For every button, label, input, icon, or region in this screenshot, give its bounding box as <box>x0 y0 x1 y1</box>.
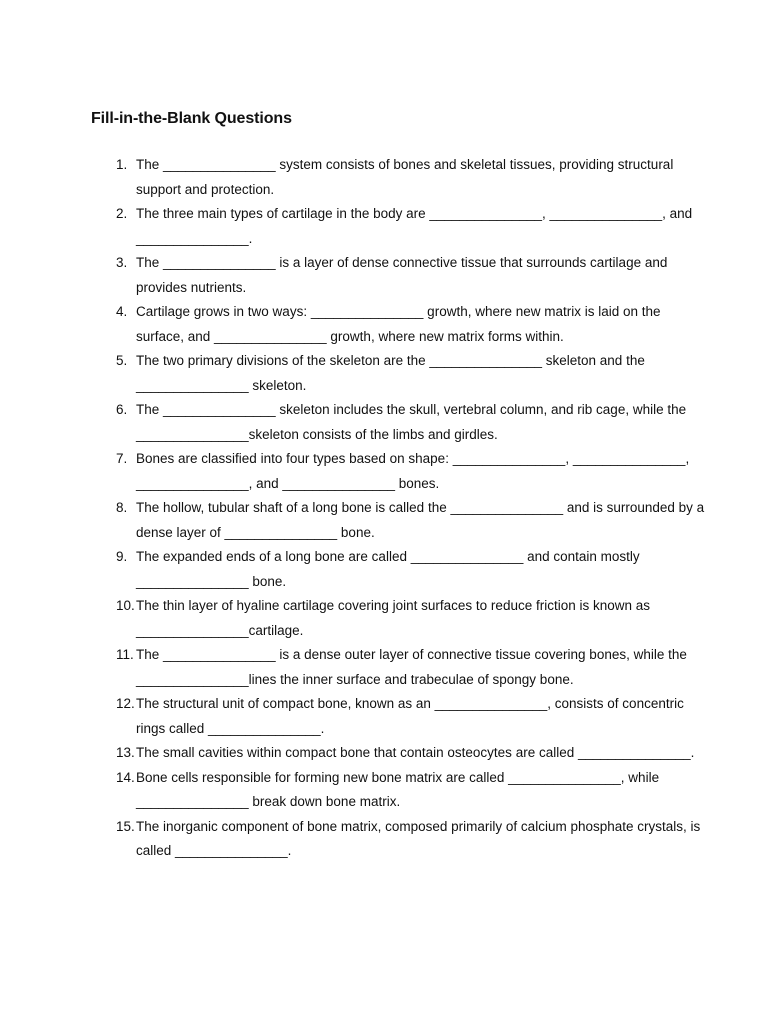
question-item <box>108 398 708 447</box>
question-number: 5. <box>116 353 128 368</box>
question-text: Bone cells responsible for forming new bone matrix are called _______________, while _______________ break down bone matrix. <box>136 769 663 809</box>
question-text: The _______________ is a layer of dense connective tissue that surrounds cartilage and provides nutrients. <box>136 255 672 295</box>
question-number: 12. <box>116 696 135 711</box>
question-item <box>108 815 708 864</box>
page-title: Fill-in-the-Blank Questions <box>91 110 292 127</box>
question-text: The _______________ system consists of bones and skeletal tissues, providing structural support and protection. <box>136 157 678 197</box>
question-item <box>108 251 708 300</box>
question-text: Bones are classified into four types based on shape: _______________, _______________, _______________, and _______________ bones. <box>136 451 693 491</box>
question-number: 3. <box>116 255 128 270</box>
question-number: 7. <box>116 451 128 466</box>
question-number: 2. <box>116 206 128 221</box>
question-number: 4. <box>116 304 128 319</box>
question-number: 9. <box>116 549 128 564</box>
question-text: The small cavities within compact bone that contain osteocytes are called _______________. <box>136 745 695 760</box>
question-number: 15. <box>116 818 135 834</box>
question-item <box>108 202 708 251</box>
question-text: The _______________ is a dense outer layer of connective tissue covering bones, while the _______________lines the inner surface and trabeculae of spongy bone. <box>136 647 691 687</box>
question-item <box>108 545 708 594</box>
question-number: 11. <box>116 647 134 662</box>
question-item <box>108 741 708 766</box>
question-number: 8. <box>116 500 128 515</box>
question-item <box>108 692 708 741</box>
question-text: The three main types of cartilage in the body are _______________, _______________, and _______________. <box>136 206 696 246</box>
question-text: The thin layer of hyaline cartilage covering joint surfaces to reduce friction is known as _______________cartilage. <box>136 598 654 638</box>
question-item <box>108 594 708 643</box>
question-text: The hollow, tubular shaft of a long bone is called the _______________ and is surrounded by a dense layer of _______________ bone. <box>136 500 708 540</box>
question-item <box>108 447 708 496</box>
question-text: Cartilage grows in two ways: _______________ growth, where new matrix is laid on the surface, and _______________ growth, where new matrix forms within. <box>136 304 665 344</box>
question-text: The inorganic component of bone matrix, composed primarily of calcium phosphate crystals, is called _______________. <box>136 818 705 858</box>
question-item <box>108 496 708 545</box>
question-number: 13. <box>116 745 135 760</box>
question-number: 14. <box>116 769 135 785</box>
question-item <box>108 643 708 692</box>
question-item <box>108 766 708 815</box>
question-item <box>108 153 708 202</box>
question-text: The two primary divisions of the skeleton are the _______________ skeleton and the _______________ skeleton. <box>136 353 649 393</box>
question-number: 1. <box>116 157 128 172</box>
question-number: 6. <box>116 402 128 417</box>
question-item <box>108 349 708 398</box>
question-text: The _______________ skeleton includes the skull, vertebral column, and rib cage, while the _______________skeleton consists of the limbs and girdles. <box>136 402 690 442</box>
question-item <box>108 300 708 349</box>
question-text: The expanded ends of a long bone are called _______________ and contain mostly _______________ bone. <box>136 549 644 589</box>
question-number: 10. <box>116 598 135 613</box>
question-list <box>108 153 708 864</box>
question-text: The structural unit of compact bone, known as an _______________, consists of concentric rings called _______________. <box>136 696 688 736</box>
